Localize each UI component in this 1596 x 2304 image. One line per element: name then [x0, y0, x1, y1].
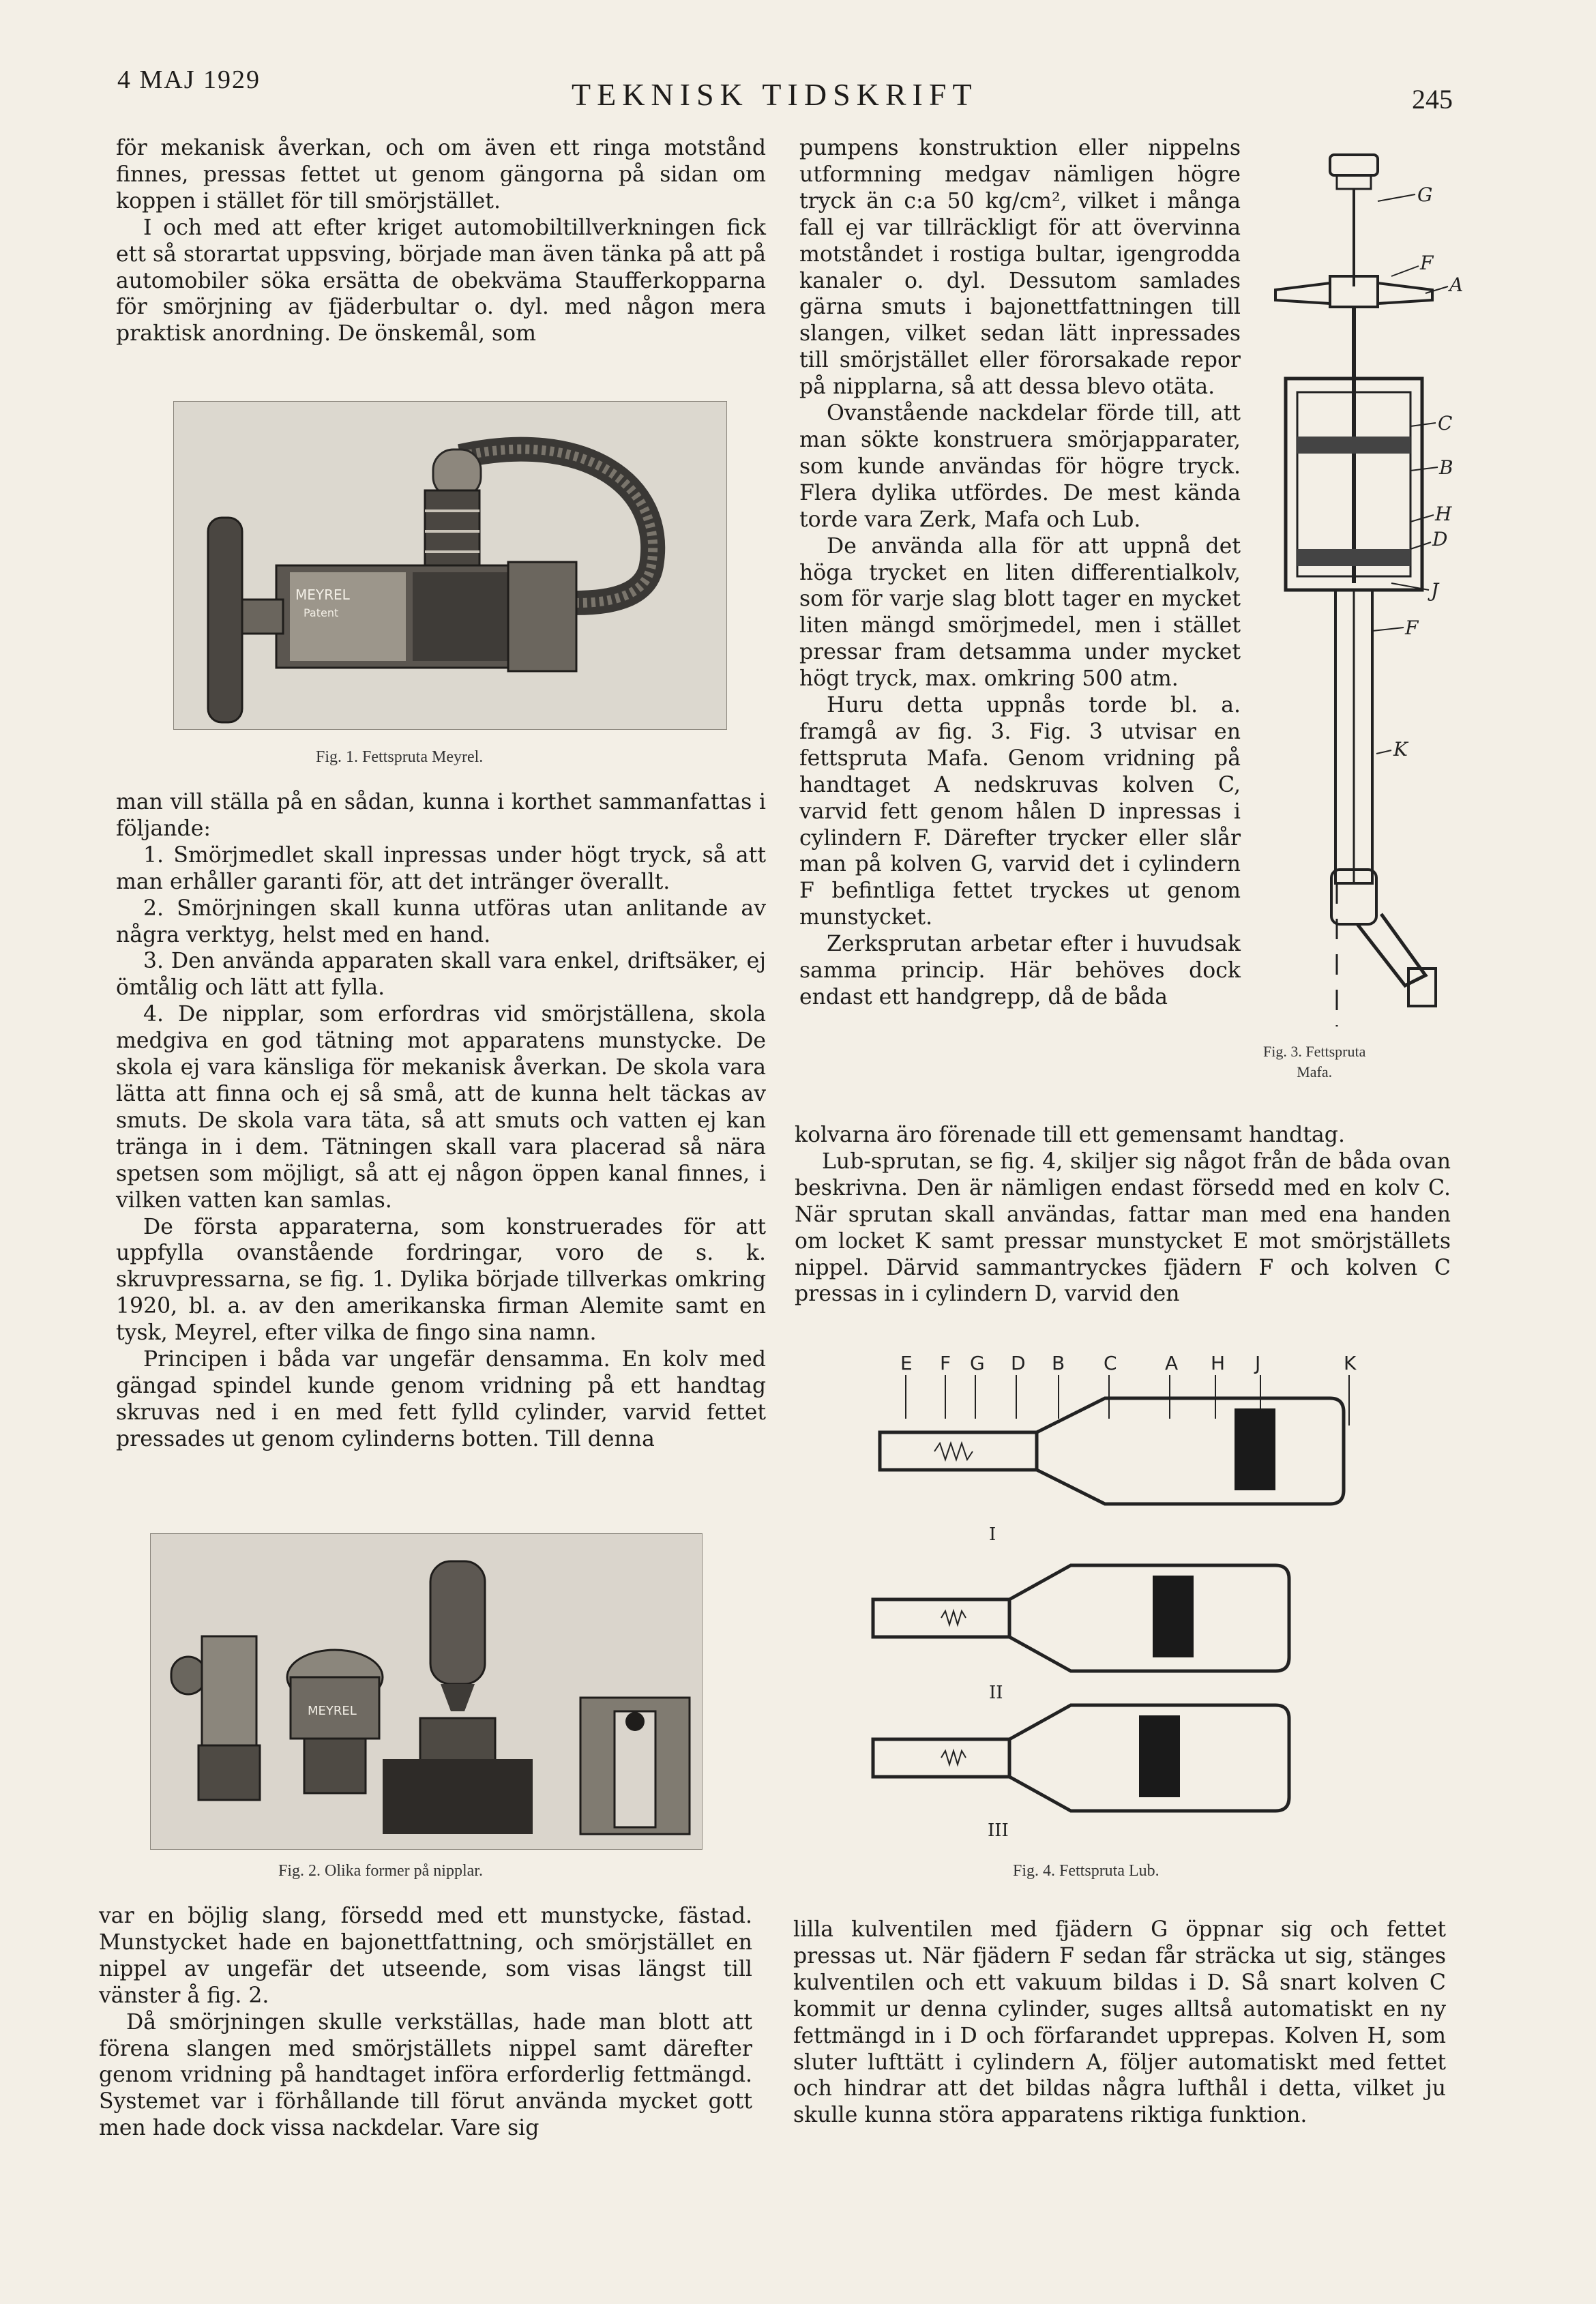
label-A: A: [1449, 274, 1464, 296]
left-column-middle: [116, 789, 766, 1453]
label-C: C: [1438, 412, 1453, 434]
figure-2-caption: Fig. 2. Olika former på nipplar.: [278, 1862, 483, 1880]
lub-gun-state-2: [873, 1565, 1289, 1703]
grease-gun-meyrel-illustration: [174, 402, 726, 729]
label-D: D: [1432, 528, 1448, 550]
label-B: B: [1052, 1352, 1065, 1374]
nipple-types-illustration: [151, 1534, 702, 1849]
figure-3-caption: [1263, 1042, 1365, 1082]
label-G: G: [970, 1352, 985, 1374]
paragraph: Då smörjningen skulle verkställas, hade man blott att förena slangen med smörjställets nippel samt därefter genom vridning på handtaget införa erforderlig fettmängd. Systemet var i förhållande till förut använda mycket gott men hade dock vissa nackdelar. Vare sig: [99, 2009, 752, 2141]
right-column-top: [799, 135, 1241, 1011]
paragraph: Ovanstående nackdelar förde till, att man sökte konstruera smörjapparater, som kunde användas för högre tryck. Flera dylika utfördes. De mest kända torde vara Zerk, Mafa och Lub.: [799, 401, 1241, 532]
figure-1-photo: [173, 401, 727, 730]
caption-line: Fig. 3. Fettspruta: [1263, 1043, 1366, 1060]
label-K: K: [1344, 1352, 1357, 1374]
label-F: F: [1420, 252, 1434, 274]
right-column-continued: [795, 1122, 1451, 1308]
journal-title: TEKNISK TIDSKRIFT: [572, 77, 978, 112]
label-D: D: [1011, 1352, 1026, 1374]
figure-4-lub-diagram: [866, 1350, 1378, 1842]
brand-label: MEYREL: [295, 587, 350, 603]
label-G: G: [1417, 183, 1433, 206]
paragraph: var en böjlig slang, försedd med ett munstycke, fästad. Munstycket hade en bajonettfattning, och smörjstället en nippel av ungefär det utseende, som visas längst till vänster å fig. 2.: [99, 1904, 752, 2008]
figure-4-caption: Fig. 4. Fettspruta Lub.: [1013, 1862, 1159, 1880]
label-K: K: [1393, 738, 1408, 760]
paragraph: Principen i båda var ungefär densamma. En kolv med gängad spindel kunde genom vridning på ett handtag skruvas ned i en med fett fylld cylinder, varvid fettet pressades ut genom cylinderns botten. Till denna: [116, 1347, 766, 1451]
nipple-label: MEYREL: [308, 1704, 357, 1718]
numeral-II: II: [989, 1683, 1003, 1703]
paragraph: Huru detta uppnås torde bl. a. framgå av fig. 3. Fig. 3 utvisar en fettspruta Mafa. Genom vridning på handtaget A nedskruvas kolven C, varvid fett genom hålen D inpressas i cylindern F. Därefter trycker eller slår man på kolven G, varvid det i cylindern F befintliga fettet tryckes ut genom munstycket.: [799, 693, 1241, 930]
numeral-III: III: [988, 1820, 1009, 1841]
list-item: 2. Smörjningen skall kunna utföras utan anlitande av några verktyg, helst med en hand.: [116, 896, 766, 947]
label-F-lower: F: [1405, 617, 1419, 639]
label-J: J: [1255, 1352, 1261, 1374]
label-H: H: [1211, 1352, 1226, 1374]
paragraph: Zerksprutan arbetar efter i huvudsak samma princip. Här behöves dock endast ett handgrepp, då de båda: [799, 932, 1241, 1009]
figure-2-photo: [150, 1533, 703, 1850]
paragraph: Lub-sprutan, se fig. 4, skiljer sig något från de båda ovan beskrivna. Den är nämligen endast försedd med en kolv C. När sprutan skall användas, fattar man med ena handen om locket K samt pressar munstycket E mot smörjställets nippel. Därvid sammantryckes fjädern F och kolven C pressas in i cylindern D, varvid den: [795, 1149, 1451, 1307]
paragraph: man vill ställa på en sådan, kunna i korthet sammanfattas i följande:: [116, 790, 766, 841]
paragraph: De första apparaterna, som konstruerades för att uppfylla ovanstående fordringar, voro de s. k. skruvpressarna, se fig. 1. Dylika började tillverkas omkring 1920, bl. a. av den amerikanska firman Alemite samt en tysk, Meyrel, efter vilka de fingo sina namn.: [116, 1214, 766, 1346]
paragraph: lilla kulventilen med fjädern G öppnar sig och fettet pressas ut. När fjädern F sedan får sträcka ut sig, stänges kulventilen och ett vakuum bildas i D. Så snart kolven C kommit ur denna cylinder, suges alltså automatiskt en ny fettmängd in i D och förfarandet upprepas. Kolven H, som sluter lufttätt i cylindern A, följer automatiskt med fettet och hindrar att det bildas några lufthål i detta, vilket ju skulle kunna störa apparatens riktiga funktion.: [793, 1917, 1446, 2128]
paragraph: kolvarna äro förenade till ett gemensamt handtag.: [795, 1123, 1345, 1147]
patent-label: Patent: [304, 606, 339, 619]
label-H: H: [1435, 503, 1452, 525]
paragraph: De använda alla för att uppnå det höga trycket en liten differentialkolv, som för varje slag blott tager en mycket liten mängd smörjmedel, men i stället pressar fram detsamma under mycket högt tryck, max. omkring 500 atm.: [799, 533, 1241, 692]
label-J: J: [1431, 579, 1439, 602]
caption-line: Mafa.: [1297, 1063, 1333, 1080]
numeral-I: I: [989, 1524, 996, 1545]
list-item: 4. De nipplar, som erfordras vid smörjställena, skola medgiva en god tätning mot apparatens munstycke. De skola ej vara känsliga för mekanisk åverkan. De skola vara lätta att finna och ej så små, att de kunna helt täckas av smuts. De skola vara täta, så att smuts och vatten ej kan tränga in i dem. Tätningen skall vara placerad så nära spetsen som möjligt, så att ej någon öppen kanal finnes, i vilken vatten kan samlas.: [116, 1002, 766, 1213]
figure-3-mafa-diagram: [1255, 147, 1464, 1027]
list-item: 3. Den använda apparaten skall vara enkel, driftsäker, ej ömtålig och lätt att fylla.: [116, 949, 766, 1001]
lub-gun-state-1: [880, 1398, 1344, 1545]
label-B: B: [1439, 456, 1453, 479]
page-date: 4 MAJ 1929: [117, 65, 261, 94]
label-E: E: [900, 1352, 913, 1374]
bottom-left-column: [99, 1903, 752, 2142]
paragraph: pumpens konstruktion eller nippelns utformning medgav nämligen högre tryck än c:a 50 kg/cm², vilket i många fall ej var tillräckligt för att övervinna motståndet i rostiga bultar, igengrodda kanaler o. dyl. Dessutom samlades gärna smuts i bajonettfattningen till slangen, vilket sedan lätt inpressades till smörjstället eller förorsakade repor på nipplarna, så att dessa blevo otäta.: [799, 136, 1241, 400]
page-number: 245: [1412, 84, 1453, 115]
bottom-right-column: [793, 1917, 1446, 2129]
list-item: 1. Smörjmedlet skall inpressas under högt tryck, så att man erhåller garanti för, att det intränger överallt.: [116, 842, 766, 894]
paragraph: för mekanisk åverkan, och om även ett ringa motstånd finnes, pressas fettet ut genom gängorna på sidan om koppen i stället för till smörjstället.: [116, 136, 766, 213]
label-A: A: [1165, 1352, 1179, 1374]
lub-gun-state-3: [873, 1705, 1289, 1841]
left-column-top: [116, 135, 766, 347]
label-C: C: [1104, 1352, 1117, 1374]
paragraph: I och med att efter kriget automobiltillverkningen fick ett så storartat uppsving, började man även tänka på att på automobiler söka ersätta de obekväma Staufferkopparna för smörjning av fjäderbultar o. dyl. med någon mera praktisk anordning. De önskemål, som: [116, 215, 766, 346]
label-F: F: [940, 1352, 951, 1374]
figure-1-caption: Fig. 1. Fettspruta Meyrel.: [316, 748, 484, 766]
